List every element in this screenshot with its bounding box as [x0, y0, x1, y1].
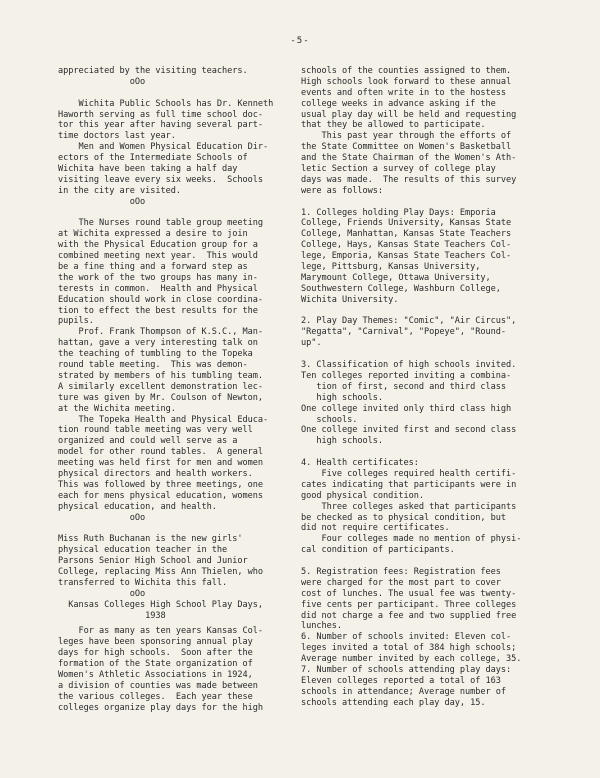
text-line: Men and Women Physical Education Dir- — [58, 142, 269, 153]
blank-line — [301, 349, 551, 360]
text-line: For as many as ten years Kansas Col- — [58, 626, 263, 637]
text-line: College, Friends University, Kansas State — [301, 218, 512, 229]
text-line: round table meeting. This was demon- — [58, 360, 248, 371]
text-line: pupils. — [58, 316, 94, 327]
text-line: up". — [301, 338, 322, 349]
text-line: usual play day will be held and requesting — [301, 109, 517, 120]
text-line: days for high schools. Soon after the — [58, 648, 253, 659]
text-line: Four colleges made no mention of physi- — [301, 534, 522, 545]
text-line: days was made. The results of this survey — [301, 174, 517, 185]
text-line: This was followed by three meetings, one — [58, 479, 263, 490]
text-line: model for other round tables. A general — [58, 447, 263, 458]
text-line: physical education teacher in the — [58, 545, 228, 556]
text-line: at Wichita expressed a desire to join — [58, 229, 248, 240]
text-line: Eleven colleges reported a total of 163 — [301, 675, 501, 686]
text-line: organized and could well serve as a — [58, 436, 238, 447]
text-line: A similarly excellent demonstration lec- — [58, 381, 263, 392]
text-line: visiting leave every six weeks. Schools — [58, 174, 263, 185]
text-line: did not require certificates. — [301, 523, 450, 534]
text-line: Parsons Senior High School and Junior — [58, 556, 248, 567]
text-line: events and often write in to the hostess — [301, 87, 506, 98]
text-line: tion to effect the best results for the — [58, 305, 258, 316]
text-line: The Topeka Health and Physical Educa- — [58, 414, 269, 425]
blank-line — [58, 208, 300, 219]
text-line: college weeks in advance asking if the — [301, 98, 496, 109]
text-line: were charged for the most part to cover — [301, 577, 501, 588]
text-line: oOo — [58, 196, 146, 207]
text-line: leges have been sponsoring annual play — [58, 637, 253, 648]
text-line: time doctors last year. — [58, 131, 176, 142]
text-line: each for mens physical education, womens — [58, 490, 263, 501]
text-line: 5. Registration fees: Registration fees — [301, 566, 501, 577]
text-line: in the city are visited. — [58, 185, 181, 196]
text-line: schools in attendance; Average number of — [301, 686, 506, 697]
text-line: strated by members of his tumbling team. — [58, 370, 263, 381]
text-line: oOo — [58, 76, 146, 87]
text-line: This past year through the efforts of — [301, 131, 512, 142]
text-line: five cents per participant. Three colleges — [301, 599, 517, 610]
text-line: College, Manhattan, Kansas State Teachers — [301, 229, 512, 240]
text-line: Miss Ruth Buchanan is the new girls' — [58, 534, 243, 545]
text-line: schools. — [301, 414, 358, 425]
text-line: physical directors and health workers. — [58, 468, 253, 479]
text-line: and the State Chairman of the Women's Ath- — [301, 153, 517, 164]
text-line: combined meeting next year. This would — [58, 251, 258, 262]
text-line: 1. Colleges holding Play Days: Emporia — [301, 207, 496, 218]
text-line: physical education, and health. — [58, 501, 217, 512]
text-line: 7. Number of schools attending play days: — [301, 664, 512, 675]
page-number: -5- — [290, 36, 310, 46]
text-line: 3. Classification of high schools invited. — [301, 360, 517, 371]
text-line: be a fine thing and a forward step as — [58, 262, 248, 273]
text-line: meeting was held first for men and women — [58, 458, 263, 469]
text-line: Wichita University. — [301, 294, 399, 305]
text-line: transferred to Wichita this fall. — [58, 577, 228, 588]
blank-line — [58, 523, 300, 534]
text-line: appreciated by the visiting teachers. — [58, 66, 248, 76]
text-line: Kansas Colleges High School Play Days, — [58, 599, 263, 610]
text-line: the State Committee on Women's Basketball — [301, 142, 512, 153]
text-line: Average number invited by each college, 35. — [301, 654, 522, 665]
text-line: the work of the two groups has many in- — [58, 272, 258, 283]
text-line: with the Physical Education group for a — [58, 240, 258, 251]
text-line: Marymount College, Ottawa University, — [301, 272, 491, 283]
text-line: cates indicating that participants were in — [301, 479, 517, 490]
text-line: College, replacing Miss Ann Thielen, who — [58, 566, 263, 577]
text-line: the various colleges. Each year these — [58, 691, 253, 702]
text-line: the teaching of tumbling to the Topeka — [58, 349, 253, 360]
text-line: "Regatta", "Carnival", "Popeye", "Round- — [301, 327, 506, 338]
text-line: letic Section a survey of college play — [301, 164, 496, 175]
text-line: cost of lunches. The usual fee was twenty- — [301, 588, 517, 599]
text-line: 4. Health certificates: — [301, 458, 419, 469]
text-line: Women's Athletic Associations in 1924, — [58, 669, 253, 680]
text-line: at the Wichita meeting. — [58, 403, 176, 414]
text-line: terests in common. Health and Physical — [58, 283, 258, 294]
right-column — [301, 66, 551, 709]
blank-line — [301, 447, 551, 458]
text-line: a division of counties was made between — [58, 680, 258, 691]
text-line: One college invited first and second class — [301, 425, 517, 436]
text-line: high schools. — [301, 436, 383, 447]
blank-line — [301, 197, 551, 208]
text-line: tor this year after having several part- — [58, 120, 263, 131]
text-line: colleges organize play days for the high — [58, 702, 263, 713]
text-line: good physical condition. — [301, 490, 424, 501]
text-line: formation of the State organization of — [58, 659, 253, 670]
text-line: 1938 — [58, 610, 166, 621]
text-line: did not charge a fee and two supplied free — [301, 610, 517, 621]
text-line: College, Hays, Kansas State Teachers Col- — [301, 240, 512, 251]
text-line: Three colleges asked that participants — [301, 501, 517, 512]
text-line: were as follows: — [301, 185, 383, 196]
left-column — [58, 66, 300, 714]
text-line: that they be allowed to participate. — [301, 120, 486, 131]
text-line: lege, Pittsburg, Kansas University, — [301, 262, 481, 273]
text-line: ture was given by Mr. Coulson of Newton, — [58, 392, 263, 403]
text-line: 6. Number of schools invited: Eleven col- — [301, 632, 512, 643]
text-line: ectors of the Intermediate Schools of — [58, 153, 248, 164]
text-line: cal condition of participants. — [301, 545, 455, 556]
text-line: High schools look forward to these annual — [301, 76, 512, 87]
text-line: 2. Play Day Themes: "Comic", "Air Circus", — [301, 316, 517, 327]
text-line: schools of the counties assigned to them. — [301, 66, 512, 76]
blank-line — [301, 306, 551, 317]
text-line: Prof. Frank Thompson of K.S.C., Man- — [58, 327, 263, 338]
text-line: lunches. — [301, 621, 342, 632]
text-line: oOo — [58, 512, 146, 523]
text-line: Five colleges required health certifi- — [301, 468, 517, 479]
text-line: Wichita have been taking a half day — [58, 164, 238, 175]
text-line: leges invited a total of 384 high schools; — [301, 643, 517, 654]
text-line: hattan, gave a very interesting talk on — [58, 338, 258, 349]
text-line: oOo — [58, 588, 146, 599]
text-line: Education should work in close coordina- — [58, 294, 263, 305]
text-line: The Nurses round table group meeting — [58, 218, 263, 229]
text-line: tion round table meeting was very well — [58, 425, 253, 436]
text-line: Southwestern College, Washburn College, — [301, 283, 501, 294]
blank-line — [301, 556, 551, 567]
text-line: Wichita Public Schools has Dr. Kenneth — [58, 98, 274, 109]
text-line: Ten colleges reported inviting a combina- — [301, 370, 512, 381]
blank-line — [58, 88, 300, 99]
text-line: tion of first, second and third class — [301, 381, 506, 392]
text-line: high schools. — [301, 392, 383, 403]
text-line: lege, Emporia, Kansas State Teachers Col- — [301, 251, 512, 262]
text-line: be checked as to physical condition, but — [301, 512, 506, 523]
text-line: One college invited only third class high — [301, 403, 512, 414]
text-line: Haworth serving as full time school doc- — [58, 109, 263, 120]
text-line: schools attending each play day, 15. — [301, 697, 486, 708]
